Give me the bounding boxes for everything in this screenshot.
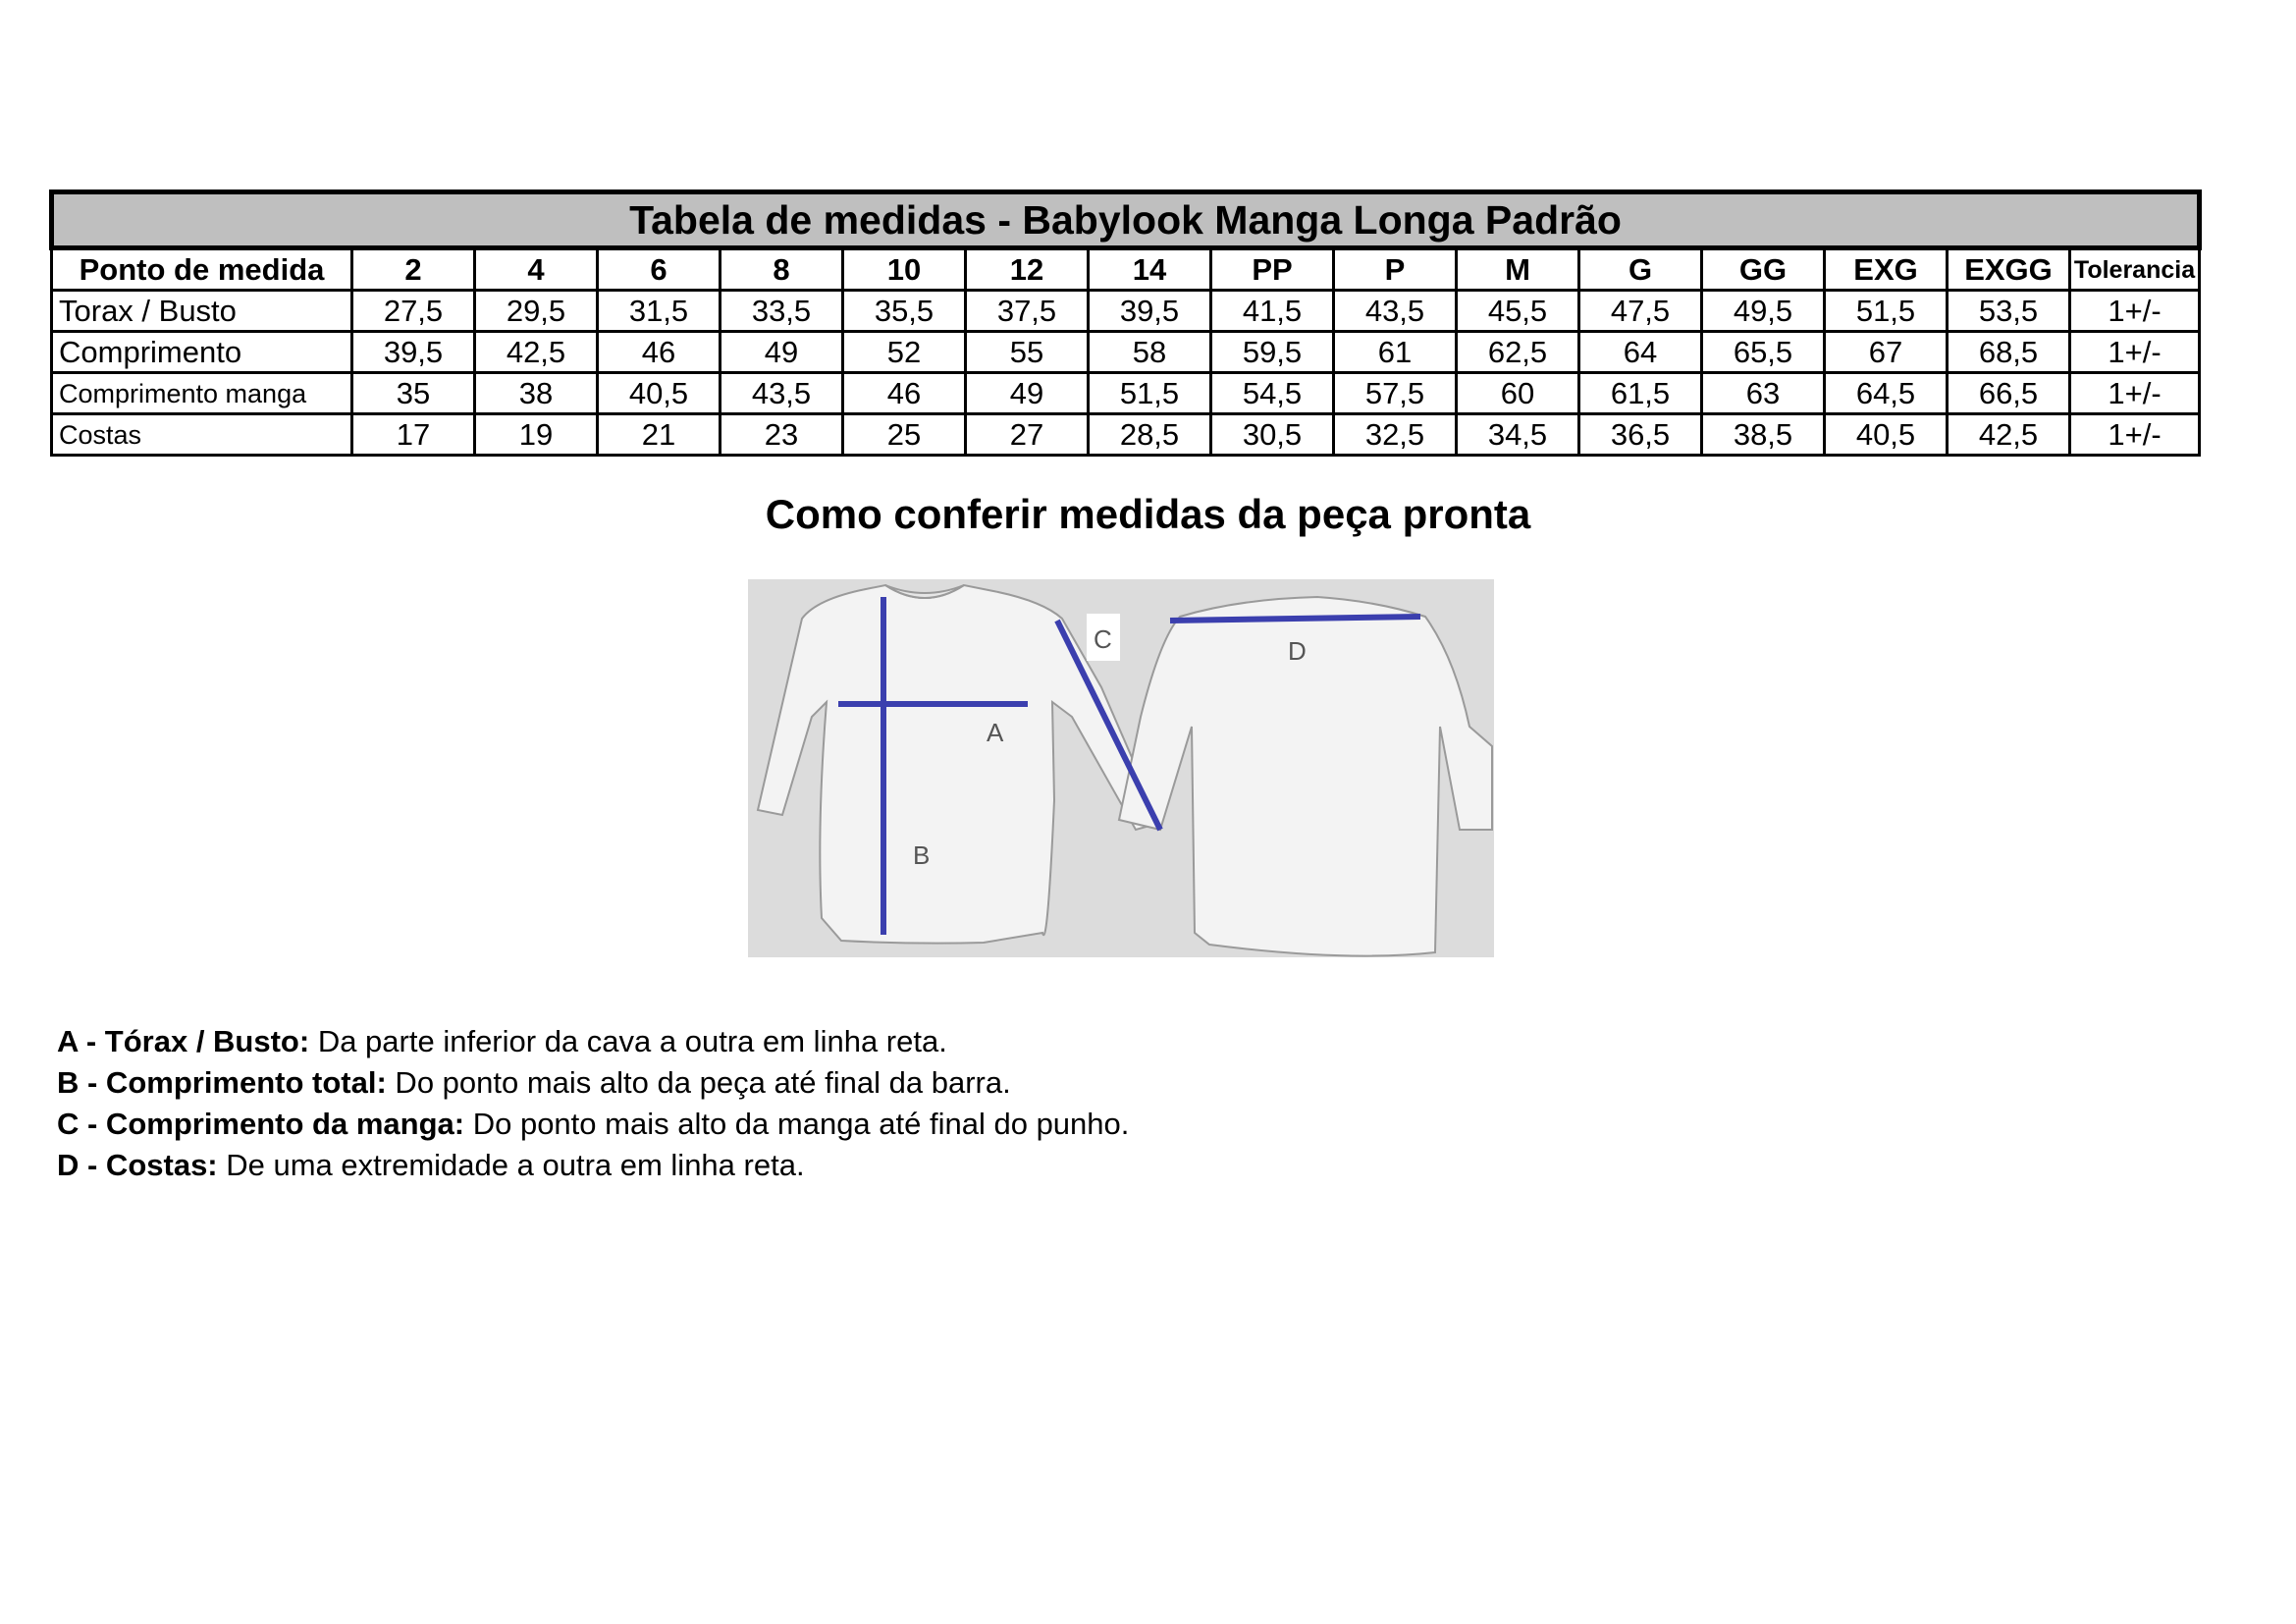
- legend-row-c: [57, 1104, 1129, 1145]
- value-cell: 67: [1825, 332, 1948, 373]
- tolerance-cell: 1+/-: [2070, 414, 2200, 456]
- size-header-cell: GG: [1702, 248, 1825, 291]
- row-label-cell: Torax / Busto: [52, 291, 352, 332]
- legend-key: C - Comprimento da manga:: [57, 1107, 465, 1141]
- legend-row-d: [57, 1145, 1129, 1186]
- value-cell: 42,5: [475, 332, 598, 373]
- size-header-cell: EXG: [1825, 248, 1948, 291]
- value-cell: 41,5: [1211, 291, 1334, 332]
- value-cell: 30,5: [1211, 414, 1334, 456]
- value-cell: 55: [966, 332, 1089, 373]
- value-cell: 38,5: [1702, 414, 1825, 456]
- value-cell: 66,5: [1948, 373, 2070, 414]
- value-cell: 49: [966, 373, 1089, 414]
- legend-text: Do ponto mais alto da peça até final da barra.: [386, 1065, 1011, 1100]
- value-cell: 25: [843, 414, 966, 456]
- value-cell: 35,5: [843, 291, 966, 332]
- value-cell: 32,5: [1334, 414, 1457, 456]
- size-header-cell: G: [1579, 248, 1702, 291]
- value-cell: 54,5: [1211, 373, 1334, 414]
- value-cell: 36,5: [1579, 414, 1702, 456]
- table-title: Tabela de medidas - Babylook Manga Longa Padrão: [52, 192, 2200, 248]
- tolerance-cell: 1+/-: [2070, 332, 2200, 373]
- value-cell: 21: [598, 414, 721, 456]
- value-cell: 46: [598, 332, 721, 373]
- value-cell: 58: [1089, 332, 1211, 373]
- value-cell: 63: [1702, 373, 1825, 414]
- label-c: C: [1094, 624, 1112, 654]
- value-cell: 59,5: [1211, 332, 1334, 373]
- label-d: D: [1288, 636, 1307, 666]
- value-cell: 40,5: [598, 373, 721, 414]
- size-table: [49, 189, 2202, 457]
- legend-text: De uma extremidade a outra em linha reta.: [217, 1148, 805, 1182]
- value-cell: 45,5: [1457, 291, 1579, 332]
- size-header-cell: 14: [1089, 248, 1211, 291]
- table-row: [52, 373, 2200, 414]
- value-cell: 53,5: [1948, 291, 2070, 332]
- table-row: [52, 291, 2200, 332]
- measurement-legend: [57, 1021, 1129, 1186]
- value-cell: 23: [721, 414, 843, 456]
- header-label-cell: Ponto de medida: [52, 248, 352, 291]
- value-cell: 43,5: [1334, 291, 1457, 332]
- value-cell: 51,5: [1089, 373, 1211, 414]
- measure-line-d: [1170, 617, 1420, 621]
- value-cell: 39,5: [1089, 291, 1211, 332]
- value-cell: 43,5: [721, 373, 843, 414]
- value-cell: 37,5: [966, 291, 1089, 332]
- tolerance-cell: 1+/-: [2070, 291, 2200, 332]
- size-header-cell: 4: [475, 248, 598, 291]
- value-cell: 40,5: [1825, 414, 1948, 456]
- value-cell: 39,5: [352, 332, 475, 373]
- label-b: B: [913, 840, 931, 870]
- size-header-cell: 10: [843, 248, 966, 291]
- value-cell: 29,5: [475, 291, 598, 332]
- value-cell: 49,5: [1702, 291, 1825, 332]
- value-cell: 65,5: [1702, 332, 1825, 373]
- value-cell: 68,5: [1948, 332, 2070, 373]
- value-cell: 49: [721, 332, 843, 373]
- table-row: [52, 414, 2200, 456]
- value-cell: 19: [475, 414, 598, 456]
- table-row: [52, 332, 2200, 373]
- size-header-cell: 8: [721, 248, 843, 291]
- legend-text: Do ponto mais alto da manga até final do punho.: [464, 1107, 1130, 1141]
- size-header-cell: M: [1457, 248, 1579, 291]
- value-cell: 52: [843, 332, 966, 373]
- legend-key: D - Costas:: [57, 1148, 218, 1182]
- tolerance-cell: 1+/-: [2070, 373, 2200, 414]
- row-label-cell: Costas: [52, 414, 352, 456]
- value-cell: 17: [352, 414, 475, 456]
- value-cell: 61,5: [1579, 373, 1702, 414]
- value-cell: 60: [1457, 373, 1579, 414]
- value-cell: 51,5: [1825, 291, 1948, 332]
- value-cell: 31,5: [598, 291, 721, 332]
- value-cell: 38: [475, 373, 598, 414]
- value-cell: 35: [352, 373, 475, 414]
- value-cell: 42,5: [1948, 414, 2070, 456]
- value-cell: 64,5: [1825, 373, 1948, 414]
- value-cell: 46: [843, 373, 966, 414]
- size-header-cell: 2: [352, 248, 475, 291]
- size-header-cell: EXGG: [1948, 248, 2070, 291]
- legend-key: B - Comprimento total:: [57, 1065, 387, 1100]
- value-cell: 62,5: [1457, 332, 1579, 373]
- row-label-cell: Comprimento: [52, 332, 352, 373]
- table-header-row: [52, 248, 2200, 291]
- value-cell: 61: [1334, 332, 1457, 373]
- shirt-measurement-diagram: [748, 579, 1494, 957]
- value-cell: 33,5: [721, 291, 843, 332]
- label-a: A: [987, 718, 1004, 747]
- size-header-cell: 6: [598, 248, 721, 291]
- legend-row-a: [57, 1021, 1129, 1062]
- size-header-cell: P: [1334, 248, 1457, 291]
- tolerance-header-cell: Tolerancia: [2070, 248, 2200, 291]
- size-header-cell: PP: [1211, 248, 1334, 291]
- row-label-cell: Comprimento manga: [52, 373, 352, 414]
- value-cell: 28,5: [1089, 414, 1211, 456]
- value-cell: 47,5: [1579, 291, 1702, 332]
- value-cell: 27: [966, 414, 1089, 456]
- legend-row-b: [57, 1062, 1129, 1104]
- value-cell: 34,5: [1457, 414, 1579, 456]
- value-cell: 57,5: [1334, 373, 1457, 414]
- section-heading: Como conferir medidas da peça pronta: [765, 491, 1531, 537]
- legend-key: A - Tórax / Busto:: [57, 1024, 310, 1058]
- legend-text: Da parte inferior da cava a outra em linha reta.: [309, 1024, 947, 1058]
- value-cell: 27,5: [352, 291, 475, 332]
- value-cell: 64: [1579, 332, 1702, 373]
- size-header-cell: 12: [966, 248, 1089, 291]
